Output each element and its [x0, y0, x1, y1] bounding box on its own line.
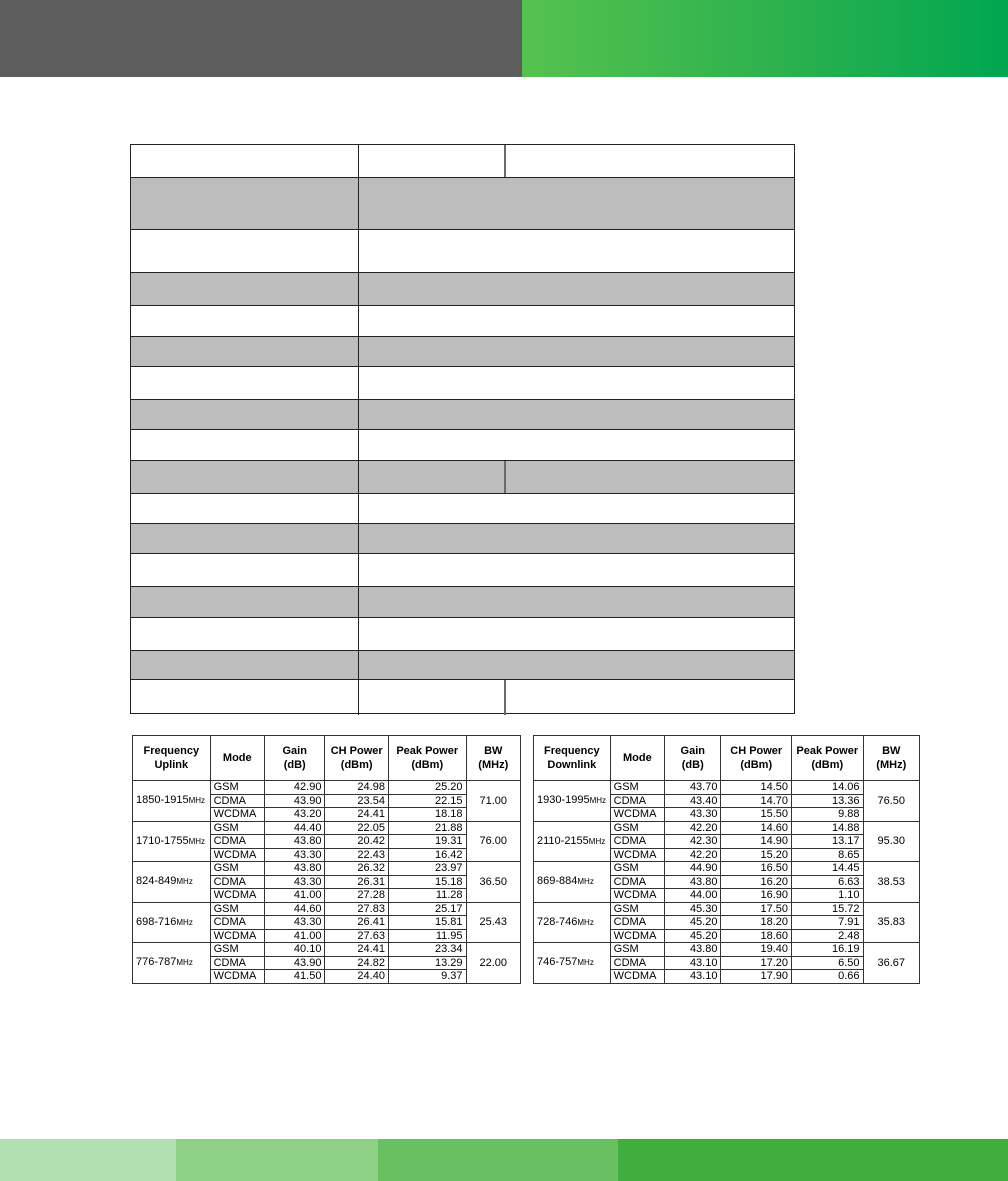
ch-power-cell: 15.20: [721, 848, 792, 862]
peak-power-cell: 19.31: [388, 835, 466, 849]
ch-power-cell: 19.40: [721, 943, 792, 957]
mode-cell: WCDMA: [610, 808, 664, 822]
ch-power-cell: 14.60: [721, 821, 792, 835]
col-header-gain-line2: (dB): [681, 759, 704, 771]
frequency-range: 1710-1755: [136, 834, 189, 847]
bw-cell: 36.67: [863, 943, 919, 984]
col-header-ch-power: [325, 736, 388, 781]
mode-cell: CDMA: [610, 835, 664, 849]
peak-power-cell: 21.88: [388, 821, 466, 835]
mode-cell: CDMA: [610, 916, 664, 930]
peak-power-cell: 6.63: [792, 875, 864, 889]
spec-row: [131, 229, 794, 272]
peak-power-cell: 15.18: [388, 875, 466, 889]
mode-cell: CDMA: [610, 956, 664, 970]
col-header-peak-power-line2: (dBm): [811, 759, 844, 771]
ch-power-cell: 16.50: [721, 862, 792, 876]
frequency-cell: [133, 781, 211, 822]
frequency-range: 824-849: [136, 875, 177, 887]
col-header-gain: [265, 736, 325, 781]
ch-power-cell: 22.05: [325, 821, 388, 835]
spec-row: [131, 460, 794, 493]
frequency-cell: [133, 943, 211, 984]
mode-cell: GSM: [610, 943, 664, 957]
peak-power-cell: 2.48: [792, 929, 864, 943]
gain-cell: 42.30: [665, 835, 721, 849]
spec-row: [131, 145, 794, 177]
peak-power-cell: 25.17: [388, 902, 466, 916]
peak-power-cell: 25.20: [388, 781, 466, 795]
mode-cell: CDMA: [610, 875, 664, 889]
mode-cell: WCDMA: [210, 889, 264, 903]
col-header-peak-power-line1: Peak Power: [796, 745, 859, 757]
spec-row: [131, 586, 794, 617]
mode-cell: WCDMA: [210, 808, 264, 822]
bw-cell: 76.50: [863, 781, 919, 822]
ch-power-cell: 20.42: [325, 835, 388, 849]
col-header-ch-power-line2: (dBm): [340, 759, 373, 771]
spec-row: [131, 366, 794, 399]
peak-power-cell: 6.50: [792, 956, 864, 970]
peak-power-cell: 14.06: [792, 781, 864, 795]
frequency-unit: MHz: [577, 917, 594, 927]
mode-cell: WCDMA: [610, 929, 664, 943]
ch-power-cell: 14.50: [721, 781, 792, 795]
mode-cell: GSM: [610, 902, 664, 916]
ch-power-cell: 18.60: [721, 929, 792, 943]
header-gray-band: [0, 0, 522, 77]
col-header-gain-line1: Gain: [680, 745, 705, 757]
frequency-unit: MHz: [589, 796, 607, 805]
col-header-ch-power-line1: CH Power: [730, 745, 783, 757]
peak-power-cell: 15.81: [388, 916, 466, 930]
peak-power-cell: 7.91: [792, 916, 864, 930]
peak-power-cell: 13.17: [792, 835, 864, 849]
gain-cell: 42.90: [265, 781, 325, 795]
ch-power-cell: 26.41: [325, 916, 388, 930]
frequency-range: 776-787: [136, 956, 177, 968]
peak-power-cell: 9.88: [792, 808, 864, 822]
gain-cell: 43.40: [665, 794, 721, 808]
ch-power-cell: 24.41: [325, 808, 388, 822]
bw-cell: 25.43: [466, 902, 520, 943]
ch-power-cell: 27.83: [325, 902, 388, 916]
peak-power-cell: 11.95: [388, 929, 466, 943]
gain-cell: 45.20: [665, 929, 721, 943]
ch-power-cell: 24.82: [325, 956, 388, 970]
ch-power-cell: 16.20: [721, 875, 792, 889]
table-row: [534, 902, 920, 916]
gain-cell: 42.20: [665, 821, 721, 835]
bw-cell: 95.30: [863, 821, 919, 862]
mode-cell: CDMA: [210, 956, 264, 970]
footer-band: [618, 1139, 1008, 1181]
table-row: [534, 821, 920, 835]
table-row: [534, 781, 920, 795]
gain-cell: 43.30: [265, 848, 325, 862]
frequency-unit: MHz: [176, 877, 193, 886]
peak-power-cell: 13.29: [388, 956, 466, 970]
frequency-range: 869-884: [537, 875, 578, 887]
ch-power-cell: 17.20: [721, 956, 792, 970]
peak-power-cell: 1.10: [792, 889, 864, 903]
ch-power-cell: 26.31: [325, 875, 388, 889]
spec-table-empty: [130, 144, 795, 714]
downlink-table: [533, 735, 920, 984]
gain-cell: 43.30: [265, 875, 325, 889]
mode-cell: WCDMA: [210, 848, 264, 862]
ch-power-cell: 24.41: [325, 943, 388, 957]
mode-cell: CDMA: [210, 835, 264, 849]
gain-cell: 41.00: [265, 889, 325, 903]
mode-cell: GSM: [210, 821, 264, 835]
frequency-cell: [534, 781, 611, 822]
gain-cell: 43.30: [665, 808, 721, 822]
bw-cell: 22.00: [466, 943, 520, 984]
col-header-peak-power-line1: Peak Power: [396, 745, 459, 757]
col-header-frequency: [534, 736, 611, 781]
table-row: [133, 862, 521, 876]
gain-cell: 44.00: [665, 889, 721, 903]
frequency-unit: MHz: [577, 877, 594, 886]
frequency-cell: [534, 943, 611, 984]
peak-power-cell: 0.66: [792, 970, 864, 984]
ch-power-cell: 18.20: [721, 916, 792, 930]
gain-cell: 43.80: [265, 835, 325, 849]
spec-row: [131, 493, 794, 523]
frequency-unit: MHz: [577, 958, 594, 967]
frequency-cell: [133, 902, 211, 943]
col-header-ch-power-line2: (dBm): [740, 759, 773, 771]
frequency-range: 746-757: [537, 956, 578, 968]
footer-band: [0, 1139, 176, 1181]
ch-power-cell: 26.32: [325, 862, 388, 876]
col-header-bw-line2: (MHz): [876, 759, 907, 771]
col-header-peak-power: [388, 736, 466, 781]
mode-cell: CDMA: [610, 794, 664, 808]
col-header-gain-line2: (dB): [283, 759, 306, 771]
bw-cell: 76.00: [466, 821, 520, 862]
col-header-frequency-line1: Frequency: [544, 745, 600, 757]
mode-cell: GSM: [210, 781, 264, 795]
gain-cell: 44.40: [265, 821, 325, 835]
ch-power-cell: 23.54: [325, 794, 388, 808]
peak-power-cell: 15.72: [792, 902, 864, 916]
footer-band: [378, 1139, 618, 1181]
ch-power-cell: 17.90: [721, 970, 792, 984]
mode-cell: GSM: [210, 943, 264, 957]
gain-cell: 43.20: [265, 808, 325, 822]
frequency-unit: MHz: [188, 836, 206, 846]
col-header-peak-power-line2: (dBm): [411, 759, 444, 771]
spec-row: [131, 650, 794, 679]
bw-cell: 71.00: [466, 781, 520, 822]
gain-cell: 44.60: [265, 902, 325, 916]
col-header-peak-power: [792, 736, 864, 781]
col-header-frequency: [133, 736, 211, 781]
frequency-cell: [534, 862, 611, 903]
footer-band: [176, 1139, 378, 1181]
table-row: [133, 943, 521, 957]
peak-power-cell: 16.42: [388, 848, 466, 862]
frequency-cell: [534, 821, 611, 862]
mode-cell: GSM: [610, 862, 664, 876]
peak-power-cell: 23.34: [388, 943, 466, 957]
header-row: [133, 736, 521, 781]
gain-cell: 45.20: [665, 916, 721, 930]
table-row: [534, 943, 920, 957]
gain-cell: 41.00: [265, 929, 325, 943]
ch-power-cell: 16.90: [721, 889, 792, 903]
mode-cell: CDMA: [210, 794, 264, 808]
uplink-table: [132, 735, 521, 984]
col-header-gain-line1: Gain: [282, 745, 307, 757]
peak-power-cell: 8.65: [792, 848, 864, 862]
frequency-unit: MHz: [188, 796, 206, 805]
ch-power-cell: 15.50: [721, 808, 792, 822]
spec-row: [131, 429, 794, 460]
header-green-band: [522, 0, 1008, 77]
frequency-range: 1930-1995: [537, 794, 590, 806]
col-header-ch-power: [721, 736, 792, 781]
col-header-bw: [466, 736, 520, 781]
spec-row: [131, 305, 794, 336]
col-header-mode: Mode: [210, 736, 264, 781]
spec-row: [131, 523, 794, 553]
peak-power-cell: 22.15: [388, 794, 466, 808]
ch-power-cell: 17.50: [721, 902, 792, 916]
frequency-cell: [133, 862, 211, 903]
frequency-range: 2110-2155: [537, 834, 589, 847]
gain-cell: 43.10: [665, 956, 721, 970]
frequency-range: 728-746: [537, 915, 578, 928]
gain-cell: 43.90: [265, 794, 325, 808]
spec-row: [131, 399, 794, 429]
mode-cell: WCDMA: [610, 889, 664, 903]
table-row: [133, 781, 521, 795]
gain-cell: 43.80: [665, 875, 721, 889]
mode-cell: WCDMA: [610, 970, 664, 984]
frequency-unit: MHz: [588, 836, 606, 846]
col-header-bw-line2: (MHz): [478, 759, 509, 771]
gain-cell: 43.80: [665, 943, 721, 957]
bw-cell: 35.83: [863, 902, 919, 943]
spec-row: [131, 679, 794, 715]
ch-power-cell: 27.28: [325, 889, 388, 903]
peak-power-cell: 14.88: [792, 821, 864, 835]
peak-power-cell: 11.28: [388, 889, 466, 903]
ch-power-cell: 24.98: [325, 781, 388, 795]
peak-power-cell: 9.37: [388, 970, 466, 984]
spec-row: [131, 617, 794, 650]
ch-power-cell: 24.40: [325, 970, 388, 984]
table-row: [133, 821, 521, 835]
mode-cell: CDMA: [210, 916, 264, 930]
peak-power-cell: 16.19: [792, 943, 864, 957]
col-header-frequency-line2: Downlink: [547, 759, 597, 771]
col-header-mode: Mode: [610, 736, 664, 781]
frequency-range: 698-716: [136, 915, 177, 928]
ch-power-cell: 22.43: [325, 848, 388, 862]
table-row: [534, 862, 920, 876]
mode-cell: CDMA: [210, 875, 264, 889]
mode-cell: GSM: [610, 781, 664, 795]
col-header-bw-line1: BW: [484, 745, 503, 757]
gain-cell: 43.70: [665, 781, 721, 795]
frequency-cell: [534, 902, 611, 943]
gain-cell: 43.10: [665, 970, 721, 984]
col-header-ch-power-line1: CH Power: [330, 745, 383, 757]
col-header-frequency-line1: Frequency: [143, 745, 200, 757]
col-header-gain: [665, 736, 721, 781]
mode-cell: WCDMA: [610, 848, 664, 862]
table-row: [133, 902, 521, 916]
gain-cell: 44.90: [665, 862, 721, 876]
header-row: [534, 736, 920, 781]
peak-power-cell: 18.18: [388, 808, 466, 822]
spec-row: [131, 177, 794, 229]
col-header-bw: [863, 736, 919, 781]
ch-power-cell: 14.70: [721, 794, 792, 808]
ch-power-cell: 14.90: [721, 835, 792, 849]
gain-cell: 43.80: [265, 862, 325, 876]
frequency-range: 1850-1915: [136, 794, 189, 806]
gain-cell: 40.10: [265, 943, 325, 957]
bw-cell: 38.53: [863, 862, 919, 903]
mode-cell: WCDMA: [210, 929, 264, 943]
spec-row: [131, 272, 794, 305]
gain-cell: 43.30: [265, 916, 325, 930]
mode-cell: GSM: [210, 862, 264, 876]
peak-power-cell: 23.97: [388, 862, 466, 876]
frequency-unit: MHz: [176, 917, 193, 927]
mode-cell: WCDMA: [210, 970, 264, 984]
col-header-frequency-line2: Uplink: [154, 759, 189, 771]
bw-cell: 36.50: [466, 862, 520, 903]
mode-cell: GSM: [210, 902, 264, 916]
spec-row: [131, 553, 794, 586]
peak-power-cell: 13.36: [792, 794, 864, 808]
ch-power-cell: 27.63: [325, 929, 388, 943]
gain-cell: 45.30: [665, 902, 721, 916]
col-header-bw-line1: BW: [882, 745, 901, 757]
frequency-unit: MHz: [176, 958, 193, 967]
gain-cell: 43.90: [265, 956, 325, 970]
frequency-cell: [133, 821, 211, 862]
spec-row: [131, 336, 794, 366]
gain-cell: 41.50: [265, 970, 325, 984]
gain-cell: 42.20: [665, 848, 721, 862]
peak-power-cell: 14.45: [792, 862, 864, 876]
mode-cell: GSM: [610, 821, 664, 835]
